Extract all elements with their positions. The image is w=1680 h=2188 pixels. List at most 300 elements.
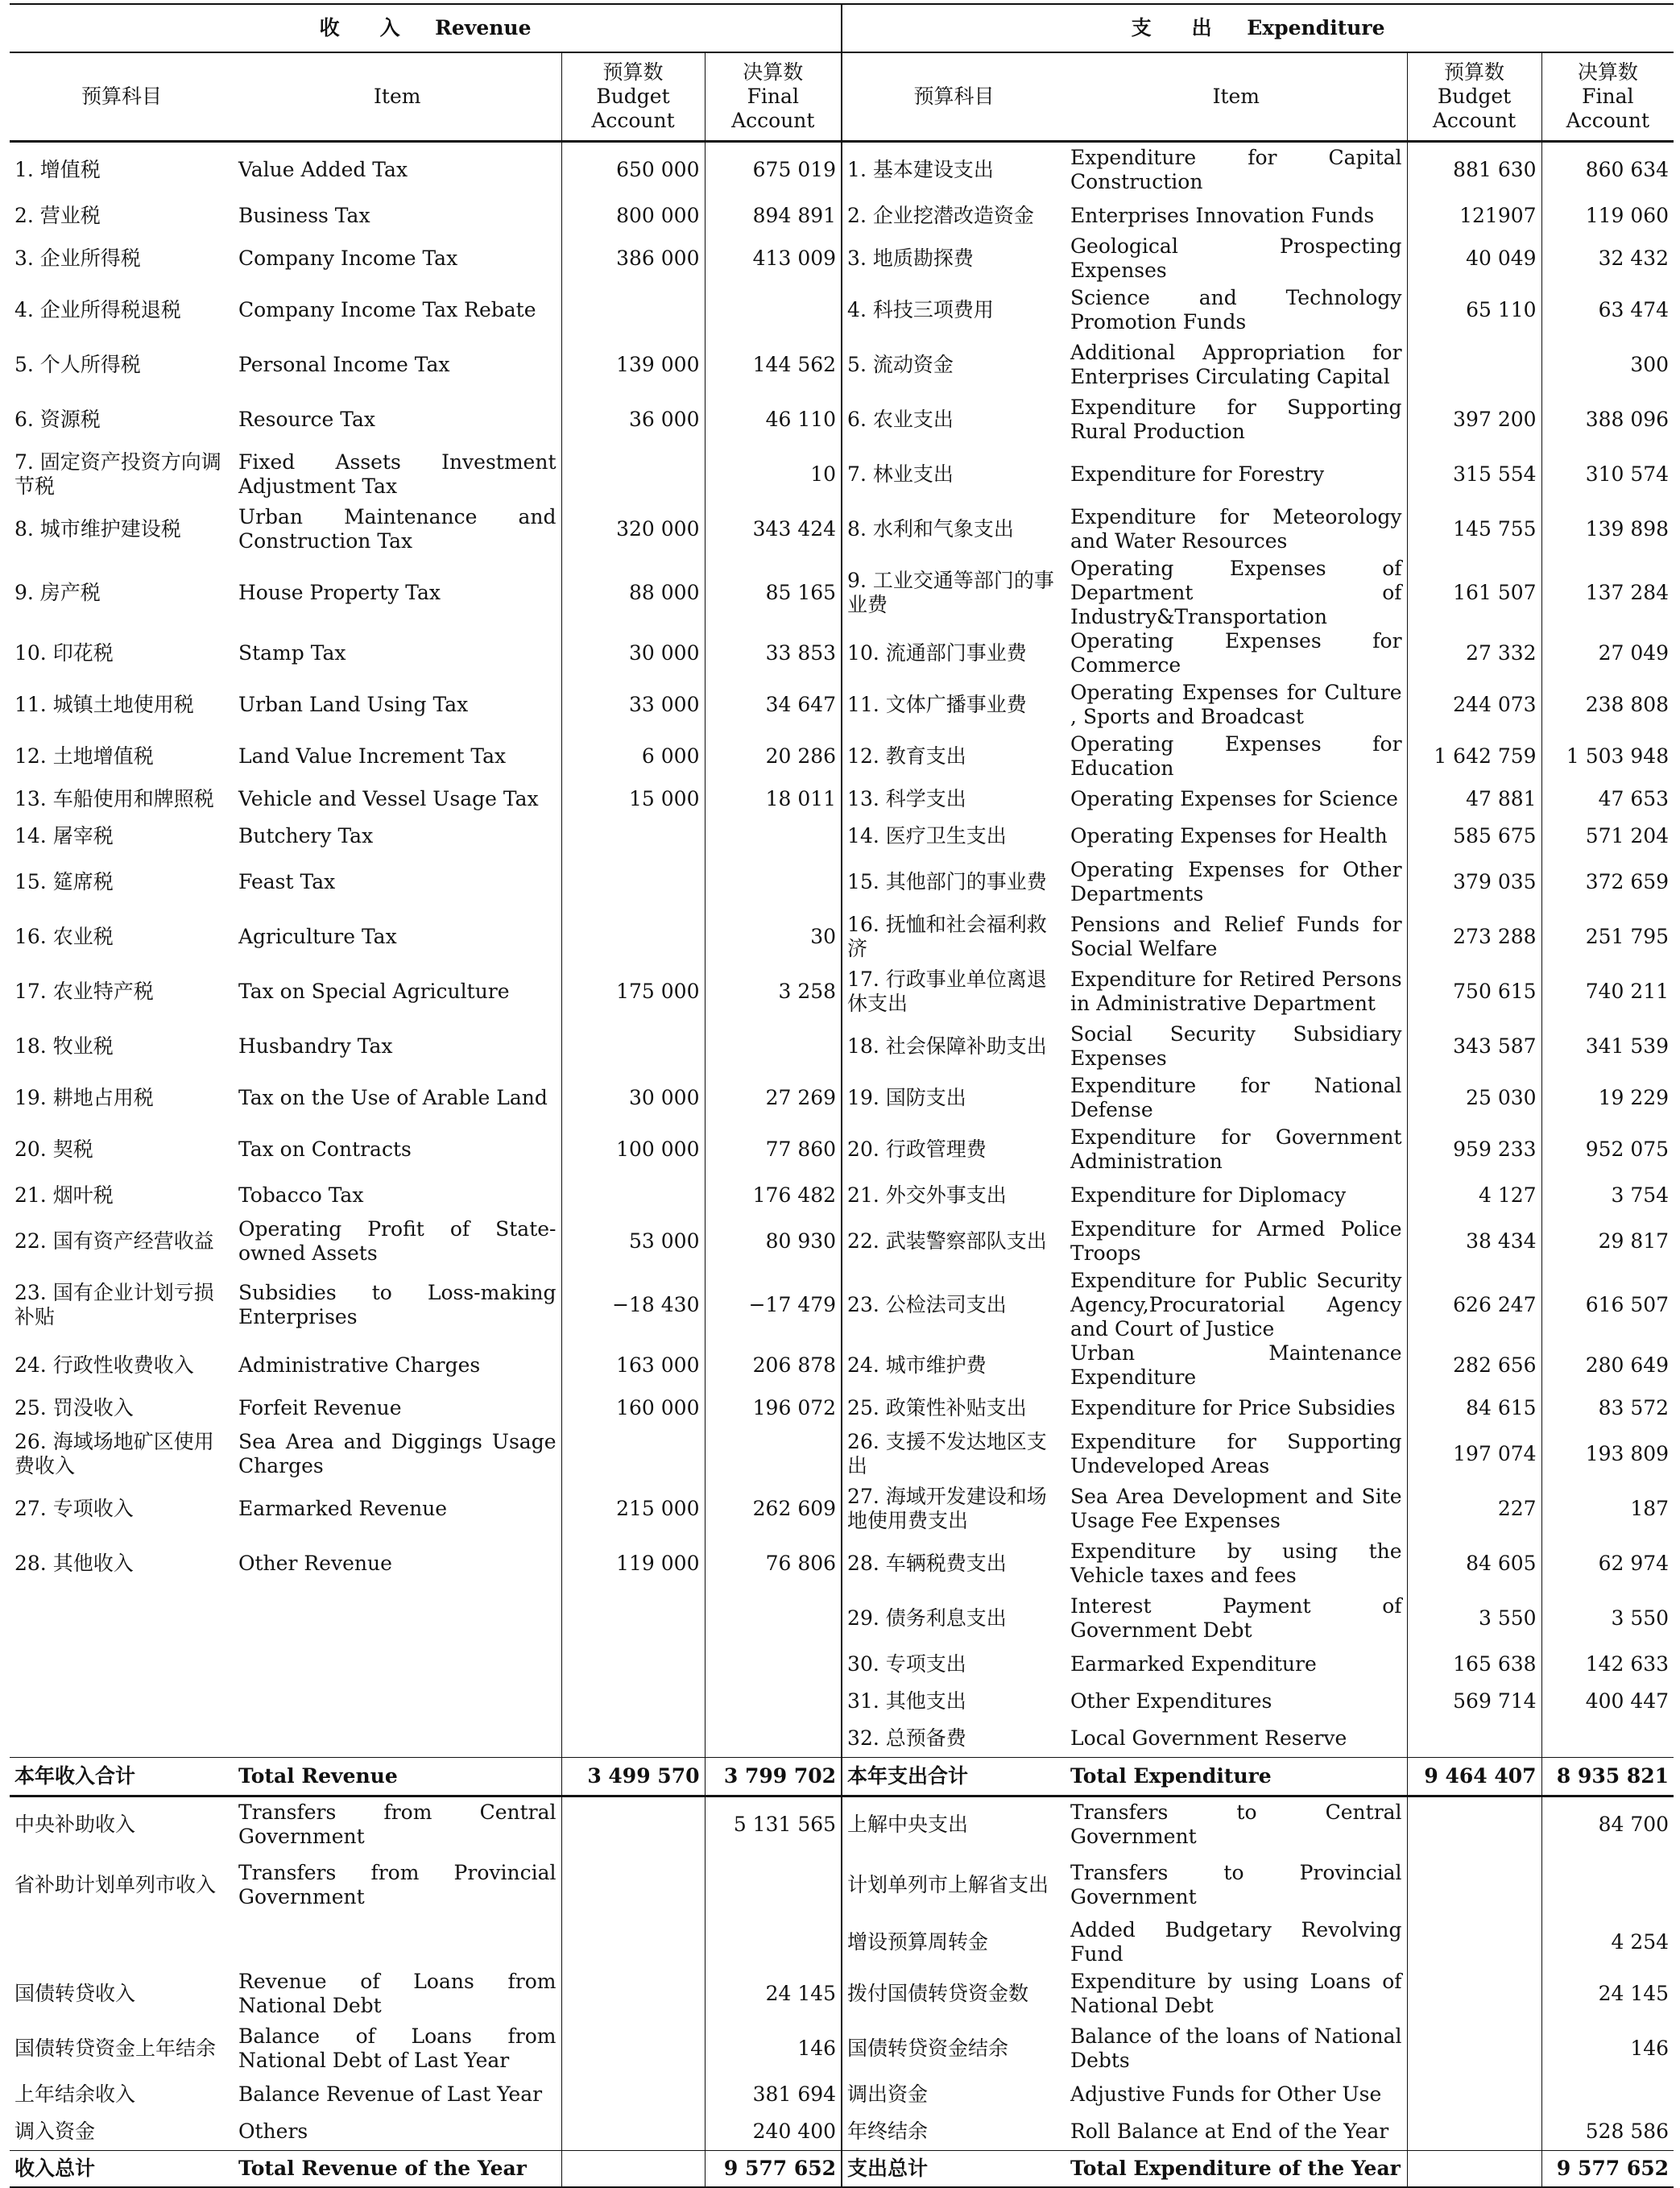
col-header-final-exp xyxy=(1541,52,1674,142)
expenditure-budget: 145 755 xyxy=(1407,502,1541,557)
table-row xyxy=(10,338,1674,392)
expenditure-final: 3 550 xyxy=(1541,1591,1674,1646)
expenditure-item-cn: 32. 总预备费 xyxy=(847,1726,966,1750)
expenditure-item-en: Expenditure for Armed Police Troops xyxy=(1070,1217,1402,1265)
expenditure-item-cn: 1. 基本建设支出 xyxy=(847,158,994,181)
transfer-row xyxy=(10,2076,1674,2113)
revenue-item-cn: 国债转贷收入 xyxy=(14,1982,136,2005)
revenue-final: 206 878 xyxy=(705,1341,842,1390)
revenue-final: 34 647 xyxy=(705,678,842,732)
revenue-item-en xyxy=(234,1720,561,1758)
table-row xyxy=(10,1122,1674,1177)
revenue-item-cn: 中央补助收入 xyxy=(14,1813,136,1836)
revenue-item-cn: 26. 海域场地矿区使用费收入 xyxy=(14,1430,214,1477)
expenditure-item-cn: 6. 农业支出 xyxy=(847,408,954,431)
expenditure-item-en: Transfers to Central Government xyxy=(1070,1801,1402,1848)
revenue-item-en: Total Revenue of the Year xyxy=(234,2151,561,2188)
revenue-item-cn: 13. 车船使用和牌照税 xyxy=(14,787,214,810)
revenue-item-cn: 调入资金 xyxy=(14,2120,96,2143)
revenue-item-en: Total Revenue xyxy=(234,1758,561,1796)
revenue-final: 5 131 565 xyxy=(705,1796,842,1853)
revenue-item-cn: 4. 企业所得税退税 xyxy=(14,298,181,321)
revenue-budget xyxy=(561,2076,705,2113)
revenue-final: 27 269 xyxy=(705,1074,842,1122)
expenditure-final: 83 572 xyxy=(1541,1390,1674,1427)
expenditure-budget: 282 656 xyxy=(1407,1341,1541,1390)
expenditure-item-cn: 上解中央支出 xyxy=(847,1813,969,1836)
expenditure-budget: 40 049 xyxy=(1407,234,1541,283)
expenditure-budget xyxy=(1407,338,1541,392)
expenditure-budget: 47 881 xyxy=(1407,781,1541,818)
section-header-row xyxy=(10,4,1674,52)
expenditure-item-en: Operating Expenses for Education xyxy=(1070,732,1402,780)
revenue-item-en: Other Revenue xyxy=(238,1552,392,1575)
table-row xyxy=(10,1646,1674,1683)
expenditure-final: 952 075 xyxy=(1541,1122,1674,1177)
revenue-item-cn: 9. 房产税 xyxy=(14,581,101,604)
expenditure-item-en: Additional Appropriation for Enterprises Circulating Capital xyxy=(1070,341,1402,388)
revenue-final xyxy=(705,1720,842,1758)
expenditure-item-cn: 14. 医疗卫生支出 xyxy=(847,824,1007,847)
revenue-budget: 88 000 xyxy=(561,557,705,629)
revenue-budget xyxy=(561,1918,705,1966)
revenue-item-en: Company Income Tax Rebate xyxy=(238,298,536,321)
revenue-final: 77 860 xyxy=(705,1122,842,1177)
revenue-budget: 30 000 xyxy=(561,629,705,678)
expenditure-item-en: Expenditure for Retired Persons in Administrative Department xyxy=(1070,968,1402,1015)
revenue-budget xyxy=(561,1966,705,2021)
expenditure-budget: 84 605 xyxy=(1407,1536,1541,1591)
col-header-final-exp-text: 决算数 Final Account xyxy=(1566,60,1649,132)
revenue-item-cn: 27. 专项收入 xyxy=(14,1497,134,1520)
revenue-item-cn: 17. 农业特产税 xyxy=(14,980,154,1003)
revenue-item-cn: 5. 个人所得税 xyxy=(14,353,141,376)
expenditure-budget: 121907 xyxy=(1407,197,1541,234)
expenditure-item-en: Expenditure for Supporting Rural Production xyxy=(1070,396,1402,443)
expenditure-item-cn: 8. 水利和气象支出 xyxy=(847,517,1014,541)
revenue-budget xyxy=(561,818,705,855)
expenditure-final: 571 204 xyxy=(1541,818,1674,855)
expenditure-item-en: Operating Expenses for Culture , Sports and Broadcast xyxy=(1070,681,1402,728)
table-row xyxy=(10,964,1674,1019)
revenue-item-cn: 1. 增值税 xyxy=(14,158,101,181)
expenditure-final: 137 284 xyxy=(1541,557,1674,629)
revenue-budget xyxy=(561,1427,705,1481)
expenditure-budget: 165 638 xyxy=(1407,1646,1541,1683)
revenue-item-cn xyxy=(10,1720,234,1758)
table-row xyxy=(10,502,1674,557)
table-row xyxy=(10,629,1674,678)
revenue-budget: 160 000 xyxy=(561,1390,705,1427)
expenditure-item-cn: 计划单列市上解省支出 xyxy=(847,1873,1049,1896)
revenue-title-en: Revenue xyxy=(435,16,532,39)
revenue-budget: 30 000 xyxy=(561,1074,705,1122)
revenue-budget: 650 000 xyxy=(561,142,705,198)
expenditure-item-en: Expenditure for Price Subsidies xyxy=(1070,1396,1396,1419)
expenditure-final: 388 096 xyxy=(1541,392,1674,447)
expenditure-item-en: Expenditure for Supporting Undeveloped Areas xyxy=(1070,1430,1402,1477)
revenue-budget: 320 000 xyxy=(561,502,705,557)
revenue-item-cn: 8. 城市维护建设税 xyxy=(14,517,181,541)
revenue-item-en: Tax on Contracts xyxy=(238,1138,412,1161)
expenditure-item-cn: 11. 文体广播事业费 xyxy=(847,693,1027,716)
revenue-budget xyxy=(561,1646,705,1683)
expenditure-item-en: Adjustive Funds for Other Use xyxy=(1070,2082,1382,2106)
expenditure-final: 19 229 xyxy=(1541,1074,1674,1122)
revenue-item-en: Balance Revenue of Last Year xyxy=(238,2082,543,2106)
expenditure-budget xyxy=(1407,1796,1541,1853)
expenditure-item-en: Expenditure by using Loans of National Debt xyxy=(1070,1970,1402,2017)
expenditure-title-en: Expenditure xyxy=(1247,16,1385,39)
expenditure-item-en: Operating Expenses for Science xyxy=(1070,787,1398,810)
revenue-item-cn: 16. 农业税 xyxy=(14,925,114,948)
revenue-budget: 139 000 xyxy=(561,338,705,392)
revenue-item-cn xyxy=(10,1918,234,1966)
expenditure-item-en: Other Expenditures xyxy=(1070,1689,1272,1713)
expenditure-budget: 38 434 xyxy=(1407,1214,1541,1269)
expenditure-budget: 959 233 xyxy=(1407,1122,1541,1177)
expenditure-item-cn: 21. 外交外事支出 xyxy=(847,1183,1007,1207)
expenditure-item-cn: 支出总计 xyxy=(842,2151,1066,2188)
expenditure-final: 3 754 xyxy=(1541,1177,1674,1214)
expenditure-item-cn: 15. 其他部门的事业费 xyxy=(847,870,1047,893)
expenditure-item-en: Earmarked Expenditure xyxy=(1070,1652,1317,1676)
table-row xyxy=(10,1536,1674,1591)
revenue-final: 10 xyxy=(705,447,842,502)
column-header-row xyxy=(10,52,1674,142)
expenditure-final: 860 634 xyxy=(1541,142,1674,198)
expenditure-final: 187 xyxy=(1541,1481,1674,1536)
expenditure-item-cn: 5. 流动资金 xyxy=(847,353,954,376)
revenue-item-cn: 省补助计划单列市收入 xyxy=(14,1873,217,1896)
expenditure-item-en: Pensions and Relief Funds for Social Welfare xyxy=(1070,913,1402,960)
expenditure-item-en: Social Security Subsidiary Expenses xyxy=(1070,1022,1402,1070)
expenditure-final: 300 xyxy=(1541,338,1674,392)
revenue-final xyxy=(705,1852,842,1918)
expenditure-final: 238 808 xyxy=(1541,678,1674,732)
revenue-final: 46 110 xyxy=(705,392,842,447)
expenditure-item-cn: 调出资金 xyxy=(847,2082,929,2106)
expenditure-budget xyxy=(1407,2076,1541,2113)
revenue-final: 176 482 xyxy=(705,1177,842,1214)
expenditure-item-en: Total Expenditure of the Year xyxy=(1066,2151,1407,2188)
revenue-item-en: Urban Maintenance and Construction Tax xyxy=(238,505,557,553)
col-header-budget xyxy=(561,52,705,142)
expenditure-item-en: Operating Expenses for Commerce xyxy=(1070,629,1402,677)
expenditure-item-cn: 16. 抚恤和社会福利救济 xyxy=(847,913,1047,960)
expenditure-final: 8 935 821 xyxy=(1541,1758,1674,1796)
revenue-item-en: Transfers from Provincial Government xyxy=(238,1861,557,1908)
revenue-item-en: Agriculture Tax xyxy=(238,925,397,948)
table-row xyxy=(10,1214,1674,1269)
transfer-row xyxy=(10,2113,1674,2151)
expenditure-final: 341 539 xyxy=(1541,1019,1674,1074)
revenue-item-en: Company Income Tax xyxy=(238,247,458,270)
revenue-item-en: Resource Tax xyxy=(238,408,376,431)
revenue-item-cn: 上年结余收入 xyxy=(14,2082,136,2106)
expenditure-item-cn: 7. 林业支出 xyxy=(847,462,954,486)
revenue-item-cn: 19. 耕地占用税 xyxy=(14,1086,154,1109)
expenditure-budget: 27 332 xyxy=(1407,629,1541,678)
expenditure-final: 740 211 xyxy=(1541,964,1674,1019)
expenditure-budget: 65 110 xyxy=(1407,283,1541,338)
expenditure-final: 27 049 xyxy=(1541,629,1674,678)
table-row xyxy=(10,1341,1674,1390)
expenditure-final: 9 577 652 xyxy=(1541,2151,1674,2188)
expenditure-item-en: Expenditure for Public Security Agency,Procuratorial Agency and Court of Justice xyxy=(1070,1269,1402,1341)
revenue-item-en: House Property Tax xyxy=(238,581,441,604)
revenue-item-cn: 本年收入合计 xyxy=(10,1758,234,1796)
expenditure-final: 63 474 xyxy=(1541,283,1674,338)
total-row xyxy=(10,1758,1674,1796)
expenditure-item-en: Expenditure for National Defense xyxy=(1070,1074,1402,1121)
expenditure-item-cn: 9. 工业交通等部门的事业费 xyxy=(847,569,1054,616)
expenditure-budget: 244 073 xyxy=(1407,678,1541,732)
revenue-item-en: Tax on Special Agriculture xyxy=(238,980,510,1003)
table-row xyxy=(10,557,1674,629)
revenue-budget xyxy=(561,2021,705,2076)
revenue-final: 20 286 xyxy=(705,732,842,781)
expenditure-final: 47 653 xyxy=(1541,781,1674,818)
expenditure-item-cn: 26. 支援不发达地区支出 xyxy=(847,1430,1047,1477)
revenue-item-en: Land Value Increment Tax xyxy=(238,744,507,768)
revenue-budget: 53 000 xyxy=(561,1214,705,1269)
table-row xyxy=(10,732,1674,781)
col-header-budget-exp xyxy=(1407,52,1541,142)
revenue-item-cn: 28. 其他收入 xyxy=(14,1552,134,1575)
revenue-final: 30 xyxy=(705,910,842,964)
expenditure-item-en: Sea Area Development and Site Usage Fee Expenses xyxy=(1070,1485,1402,1532)
expenditure-final: 310 574 xyxy=(1541,447,1674,502)
revenue-final: 3 258 xyxy=(705,964,842,1019)
col-header-budget-text: 预算数 Budget Account xyxy=(591,60,675,132)
revenue-final: 76 806 xyxy=(705,1536,842,1591)
revenue-final: 9 577 652 xyxy=(705,2151,842,2188)
table-row xyxy=(10,1390,1674,1427)
revenue-item-en: Stamp Tax xyxy=(238,641,346,665)
revenue-item-en xyxy=(234,1918,561,1966)
revenue-final: 196 072 xyxy=(705,1390,842,1427)
expenditure-final xyxy=(1541,2076,1674,2113)
table-row xyxy=(10,1019,1674,1074)
expenditure-budget: 1 642 759 xyxy=(1407,732,1541,781)
revenue-final: 24 145 xyxy=(705,1966,842,2021)
revenue-budget xyxy=(561,447,705,502)
table-row xyxy=(10,234,1674,283)
expenditure-item-cn: 国债转贷资金结余 xyxy=(847,2037,1009,2060)
revenue-budget xyxy=(561,1852,705,1918)
revenue-budget: 15 000 xyxy=(561,781,705,818)
expenditure-budget: 197 074 xyxy=(1407,1427,1541,1481)
expenditure-budget: 4 127 xyxy=(1407,1177,1541,1214)
expenditure-budget: 750 615 xyxy=(1407,964,1541,1019)
expenditure-final: 400 447 xyxy=(1541,1683,1674,1720)
revenue-item-cn: 24. 行政性收费收入 xyxy=(14,1353,194,1377)
revenue-final: 80 930 xyxy=(705,1214,842,1269)
expenditure-item-cn: 22. 武装警察部队支出 xyxy=(847,1229,1047,1253)
expenditure-budget: 343 587 xyxy=(1407,1019,1541,1074)
revenue-item-cn xyxy=(10,1683,234,1720)
expenditure-budget: 9 464 407 xyxy=(1407,1758,1541,1796)
expenditure-item-en: Urban Maintenance Expenditure xyxy=(1070,1341,1402,1389)
expenditure-item-cn: 31. 其他支出 xyxy=(847,1689,966,1713)
revenue-section-header xyxy=(10,4,842,52)
transfer-row xyxy=(10,1852,1674,1918)
revenue-item-cn: 7. 固定资产投资方向调节税 xyxy=(14,450,221,498)
revenue-item-en: Business Tax xyxy=(238,204,370,227)
expenditure-item-en: Expenditure for Diplomacy xyxy=(1070,1183,1347,1207)
revenue-budget xyxy=(561,1019,705,1074)
expenditure-final: 62 974 xyxy=(1541,1536,1674,1591)
revenue-item-cn: 6. 资源税 xyxy=(14,408,101,431)
col-header-budget-exp-text: 预算数 Budget Account xyxy=(1432,60,1517,132)
expenditure-item-cn: 年终结余 xyxy=(847,2120,929,2143)
table-row xyxy=(10,1427,1674,1481)
table-row xyxy=(10,142,1674,198)
revenue-item-en: Fixed Assets Investment Adjustment Tax xyxy=(238,450,557,498)
expenditure-final: 119 060 xyxy=(1541,197,1674,234)
table-row xyxy=(10,197,1674,234)
expenditure-item-en: Enterprises Innovation Funds xyxy=(1070,204,1375,227)
expenditure-item-en: Expenditure for Forestry xyxy=(1070,462,1325,486)
expenditure-item-cn: 增设预算周转金 xyxy=(847,1930,989,1954)
expenditure-budget: 585 675 xyxy=(1407,818,1541,855)
expenditure-item-en: Local Government Reserve xyxy=(1070,1726,1347,1750)
col-header-item-en: Item xyxy=(234,52,561,142)
revenue-item-en: Vehicle and Vessel Usage Tax xyxy=(238,787,539,810)
revenue-budget xyxy=(561,1796,705,1853)
expenditure-budget xyxy=(1407,1918,1541,1966)
revenue-final: 144 562 xyxy=(705,338,842,392)
expenditure-budget: 25 030 xyxy=(1407,1074,1541,1122)
table-row xyxy=(10,910,1674,964)
expenditure-budget xyxy=(1407,2021,1541,2076)
table-row xyxy=(10,1683,1674,1720)
expenditure-budget: 273 288 xyxy=(1407,910,1541,964)
revenue-budget xyxy=(561,2151,705,2188)
revenue-budget: 386 000 xyxy=(561,234,705,283)
revenue-final xyxy=(705,1019,842,1074)
expenditure-item-en: Added Budgetary Revolving Fund xyxy=(1070,1918,1402,1966)
revenue-item-cn xyxy=(10,1646,234,1683)
table-row xyxy=(10,855,1674,910)
revenue-budget: −18 430 xyxy=(561,1269,705,1341)
expenditure-item-cn: 23. 公检法司支出 xyxy=(847,1293,1007,1316)
expenditure-title-cn: 支 出 xyxy=(1131,16,1212,39)
revenue-item-cn: 2. 营业税 xyxy=(14,204,101,227)
revenue-item-en: Sea Area and Diggings Usage Charges xyxy=(238,1430,557,1477)
revenue-final: 33 853 xyxy=(705,629,842,678)
revenue-final xyxy=(705,818,842,855)
expenditure-budget: 315 554 xyxy=(1407,447,1541,502)
expenditure-budget: 379 035 xyxy=(1407,855,1541,910)
revenue-item-en: Forfeit Revenue xyxy=(238,1396,402,1419)
revenue-item-en: Revenue of Loans from National Debt xyxy=(238,1970,557,2017)
revenue-final: 3 799 702 xyxy=(705,1758,842,1796)
revenue-budget xyxy=(561,1720,705,1758)
expenditure-item-cn: 4. 科技三项费用 xyxy=(847,298,994,321)
table-row xyxy=(10,1481,1674,1536)
revenue-item-cn: 15. 筵席税 xyxy=(14,870,114,893)
revenue-budget xyxy=(561,1683,705,1720)
revenue-item-en xyxy=(234,1683,561,1720)
table-row xyxy=(10,1720,1674,1758)
expenditure-item-cn: 17. 行政事业单位离退休支出 xyxy=(847,968,1047,1015)
table-row xyxy=(10,678,1674,732)
revenue-item-cn: 20. 契税 xyxy=(14,1138,93,1161)
revenue-item-cn: 18. 牧业税 xyxy=(14,1034,114,1058)
table-row xyxy=(10,1074,1674,1122)
expenditure-budget: 84 615 xyxy=(1407,1390,1541,1427)
revenue-budget: 215 000 xyxy=(561,1481,705,1536)
transfer-row xyxy=(10,1796,1674,1853)
col-header-final xyxy=(705,52,842,142)
revenue-item-en: Husbandry Tax xyxy=(238,1034,393,1058)
expenditure-item-en: Balance of the loans of National Debts xyxy=(1070,2024,1402,2072)
expenditure-item-cn: 13. 科学支出 xyxy=(847,787,966,810)
expenditure-budget: 569 714 xyxy=(1407,1683,1541,1720)
expenditure-final: 280 649 xyxy=(1541,1341,1674,1390)
revenue-final: −17 479 xyxy=(705,1269,842,1341)
table-row xyxy=(10,781,1674,818)
expenditure-item-cn: 18. 社会保障补助支出 xyxy=(847,1034,1047,1058)
revenue-item-en: Subsidies to Loss-making Enterprises xyxy=(238,1281,557,1328)
revenue-item-cn: 23. 国有企业计划亏损补贴 xyxy=(14,1281,214,1328)
revenue-item-en: Value Added Tax xyxy=(238,158,408,181)
revenue-item-en xyxy=(234,1591,561,1646)
expenditure-item-en: Expenditure by using the Vehicle taxes and fees xyxy=(1070,1539,1402,1587)
expenditure-item-en: Expenditure for Government Administration xyxy=(1070,1125,1402,1173)
transfer-row xyxy=(10,2021,1674,2076)
expenditure-item-cn: 28. 车辆税费支出 xyxy=(847,1552,1007,1575)
expenditure-item-en: Roll Balance at End of the Year xyxy=(1070,2120,1389,2143)
expenditure-final: 4 254 xyxy=(1541,1918,1674,1966)
expenditure-budget xyxy=(1407,1720,1541,1758)
expenditure-item-en: Geological Prospecting Expenses xyxy=(1070,234,1402,282)
transfer-row xyxy=(10,1966,1674,2021)
grand-total-row xyxy=(10,2151,1674,2188)
revenue-budget: 800 000 xyxy=(561,197,705,234)
revenue-final xyxy=(705,1683,842,1720)
revenue-item-en: Transfers from Central Government xyxy=(238,1801,557,1848)
revenue-final: 18 011 xyxy=(705,781,842,818)
expenditure-budget: 161 507 xyxy=(1407,557,1541,629)
revenue-item-en: Urban Land Using Tax xyxy=(238,693,469,716)
expenditure-item-cn: 27. 海域开发建设和场地使用费支出 xyxy=(847,1485,1047,1532)
expenditure-item-en: Total Expenditure xyxy=(1066,1758,1407,1796)
expenditure-final: 251 795 xyxy=(1541,910,1674,964)
revenue-final: 894 891 xyxy=(705,197,842,234)
revenue-budget: 119 000 xyxy=(561,1536,705,1591)
revenue-item-en: Balance of Loans from National Debt of Last Year xyxy=(238,2024,557,2072)
expenditure-budget: 397 200 xyxy=(1407,392,1541,447)
expenditure-item-en: Operating Expenses for Other Departments xyxy=(1070,858,1402,905)
table-row xyxy=(10,447,1674,502)
revenue-final: 240 400 xyxy=(705,2113,842,2151)
revenue-item-en: Earmarked Revenue xyxy=(238,1497,448,1520)
revenue-final: 343 424 xyxy=(705,502,842,557)
expenditure-budget: 626 247 xyxy=(1407,1269,1541,1341)
table-row xyxy=(10,392,1674,447)
expenditure-item-en: Science and Technology Promotion Funds xyxy=(1070,286,1402,334)
revenue-item-cn: 10. 印花税 xyxy=(14,641,114,665)
revenue-budget: 3 499 570 xyxy=(561,1758,705,1796)
expenditure-final: 372 659 xyxy=(1541,855,1674,910)
revenue-item-en: Feast Tax xyxy=(238,870,336,893)
revenue-item-cn: 收入总计 xyxy=(10,2151,234,2188)
revenue-budget xyxy=(561,1591,705,1646)
revenue-budget: 36 000 xyxy=(561,392,705,447)
